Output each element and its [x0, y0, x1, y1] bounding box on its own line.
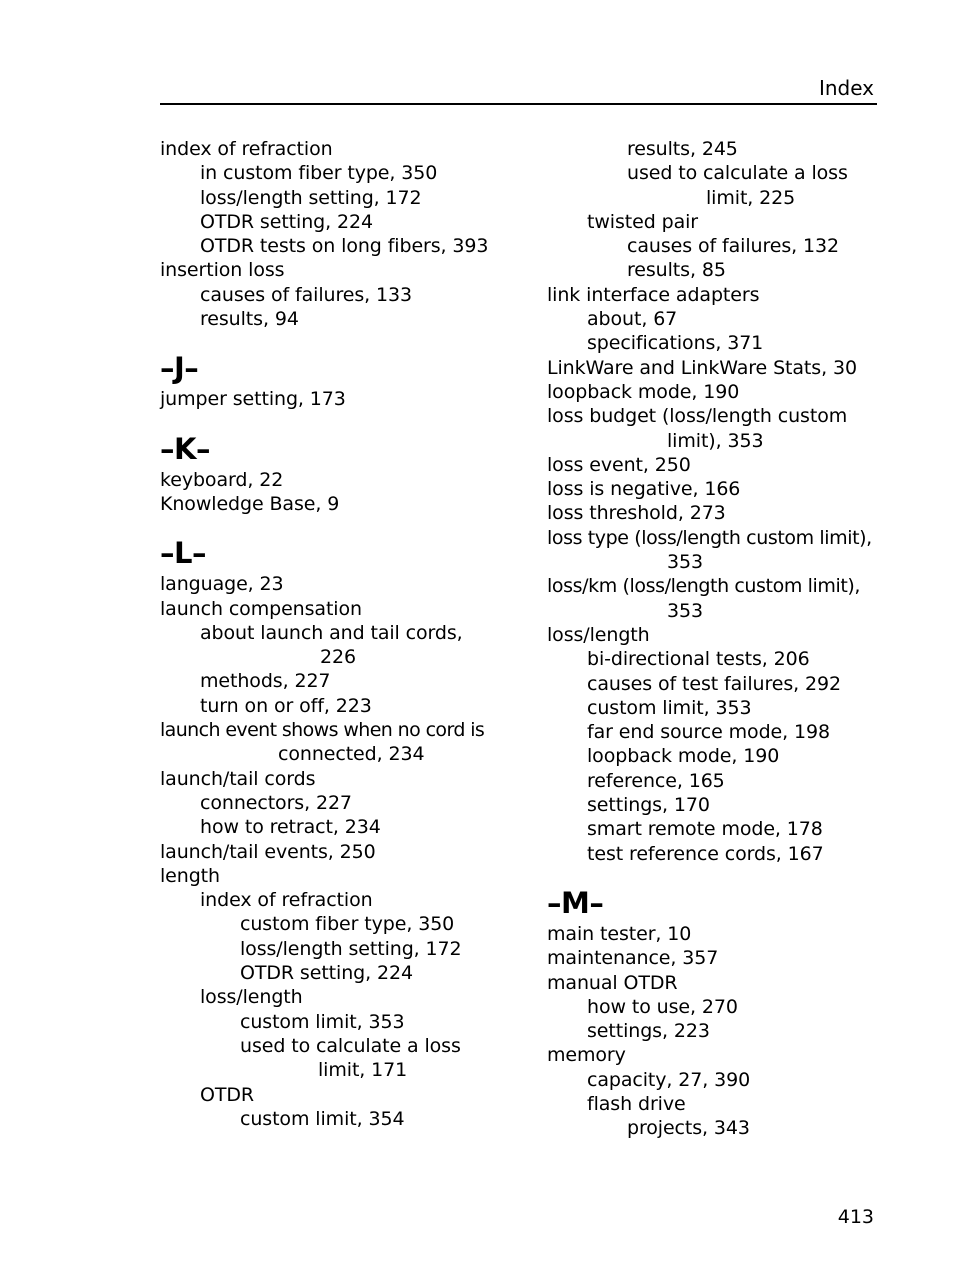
index-entry: launch/tail events, 250 — [160, 840, 376, 863]
index-subentry: turn on or off, 223 — [200, 694, 372, 717]
index-subentry: loss/length setting, 172 — [200, 186, 422, 209]
index-subentry: test reference cords, 167 — [587, 842, 824, 865]
index-entry: loss budget (loss/length custom — [547, 405, 848, 428]
index-continuation: 353 — [667, 599, 703, 622]
index-subsubentry: used to calculate a loss — [627, 162, 848, 185]
index-entry: keyboard, 22 — [160, 468, 284, 491]
index-subentry: OTDR — [200, 1083, 254, 1106]
index-subentry: connectors, 227 — [200, 791, 352, 814]
index-continuation: 226 — [320, 646, 356, 669]
index-subentry: capacity, 27, 390 — [587, 1068, 751, 1091]
index-subsubentry: results, 245 — [627, 138, 738, 160]
index-entry: language, 23 — [160, 573, 284, 596]
index-subsubentry: custom limit, 353 — [240, 1010, 405, 1033]
index-subsubentry: custom fiber type, 350 — [240, 913, 455, 936]
index-subsubentry: loss/length setting, 172 — [240, 937, 462, 960]
index-subentry: how to retract, 234 — [200, 816, 381, 839]
index-subentry: causes of failures, 133 — [200, 283, 412, 306]
section-heading-j: –J– — [160, 351, 199, 386]
index-subentry: custom limit, 353 — [587, 696, 752, 719]
index-subentry: index of refraction — [200, 889, 373, 912]
index-subentry: loopback mode, 190 — [587, 745, 780, 768]
index-subentry: results, 94 — [200, 308, 299, 331]
index-entry: main tester, 10 — [547, 922, 692, 945]
index-column-right — [547, 137, 887, 1141]
index-subentry: far end source mode, 198 — [587, 721, 830, 744]
index-entry: loss/length — [547, 623, 650, 646]
index-subentry: methods, 227 — [200, 670, 331, 693]
index-subentry: flash drive — [587, 1092, 686, 1115]
index-subentry: OTDR setting, 224 — [200, 210, 373, 233]
index-column-left — [160, 137, 540, 1131]
running-header-title: Index — [818, 76, 874, 100]
index-continuation: connected, 234 — [278, 743, 425, 766]
index-entry: loss threshold, 273 — [547, 502, 726, 525]
index-subentry: causes of test failures, 292 — [587, 672, 841, 695]
index-entry: link interface adapters — [547, 283, 760, 306]
index-entry: index of refraction — [160, 138, 333, 160]
header-rule — [160, 103, 877, 105]
index-subentry: loss/length — [200, 986, 303, 1009]
index-subentry: twisted pair — [587, 210, 699, 233]
index-subentry: bi-directional tests, 206 — [587, 648, 810, 671]
section-heading-k: –K– — [160, 431, 210, 466]
index-subsubentry: used to calculate a loss — [240, 1034, 461, 1057]
index-entry: memory — [547, 1044, 626, 1067]
index-entry: loss type (loss/length custom limit), — [547, 526, 872, 549]
index-entry: insertion loss — [160, 259, 285, 282]
section-heading-m: –M– — [547, 885, 604, 920]
index-entry: jumper setting, 173 — [160, 388, 346, 411]
index-subentry: smart remote mode, 178 — [587, 818, 823, 841]
index-entry: loopback mode, 190 — [547, 380, 740, 403]
index-entry: launch/tail cords — [160, 767, 316, 790]
index-entry: manual OTDR — [547, 971, 678, 994]
index-subentry: OTDR tests on long fibers, 393 — [200, 235, 489, 258]
index-subentry: in custom fiber type, 350 — [200, 162, 438, 185]
index-subentry: how to use, 270 — [587, 995, 738, 1018]
section-heading-l: –L– — [160, 536, 206, 571]
index-entry: loss event, 250 — [547, 453, 691, 476]
index-entry: launch event shows when no cord is — [160, 719, 485, 742]
index-subsubentry: custom limit, 354 — [240, 1107, 405, 1130]
index-entry: maintenance, 357 — [547, 947, 719, 970]
index-subentry: settings, 223 — [587, 1020, 710, 1043]
index-subsubentry: results, 85 — [627, 259, 726, 282]
index-entry: length — [160, 864, 220, 887]
index-subsubentry: OTDR setting, 224 — [240, 962, 413, 985]
index-entry: loss/km (loss/length custom limit), — [547, 575, 861, 598]
index-subentry: reference, 165 — [587, 769, 725, 792]
index-continuation: 353 — [667, 551, 703, 574]
index-entry: LinkWare and LinkWare Stats, 30 — [547, 356, 857, 379]
index-subentry: about launch and tail cords, — [200, 621, 463, 644]
index-subsubentry: causes of failures, 132 — [627, 235, 839, 258]
index-continuation: limit), 353 — [667, 429, 764, 452]
page-number: 413 — [837, 1206, 874, 1228]
index-continuation: limit, 225 — [706, 186, 796, 209]
index-continuation: limit, 171 — [318, 1059, 408, 1082]
index-subentry: settings, 170 — [587, 794, 710, 817]
index-entry: Knowledge Base, 9 — [160, 492, 340, 515]
index-entry: launch compensation — [160, 597, 362, 620]
index-subentry: specifications, 371 — [587, 332, 764, 355]
index-entry: loss is negative, 166 — [547, 478, 741, 501]
index-subsubentry: projects, 343 — [627, 1117, 750, 1140]
index-subentry: about, 67 — [587, 308, 678, 331]
